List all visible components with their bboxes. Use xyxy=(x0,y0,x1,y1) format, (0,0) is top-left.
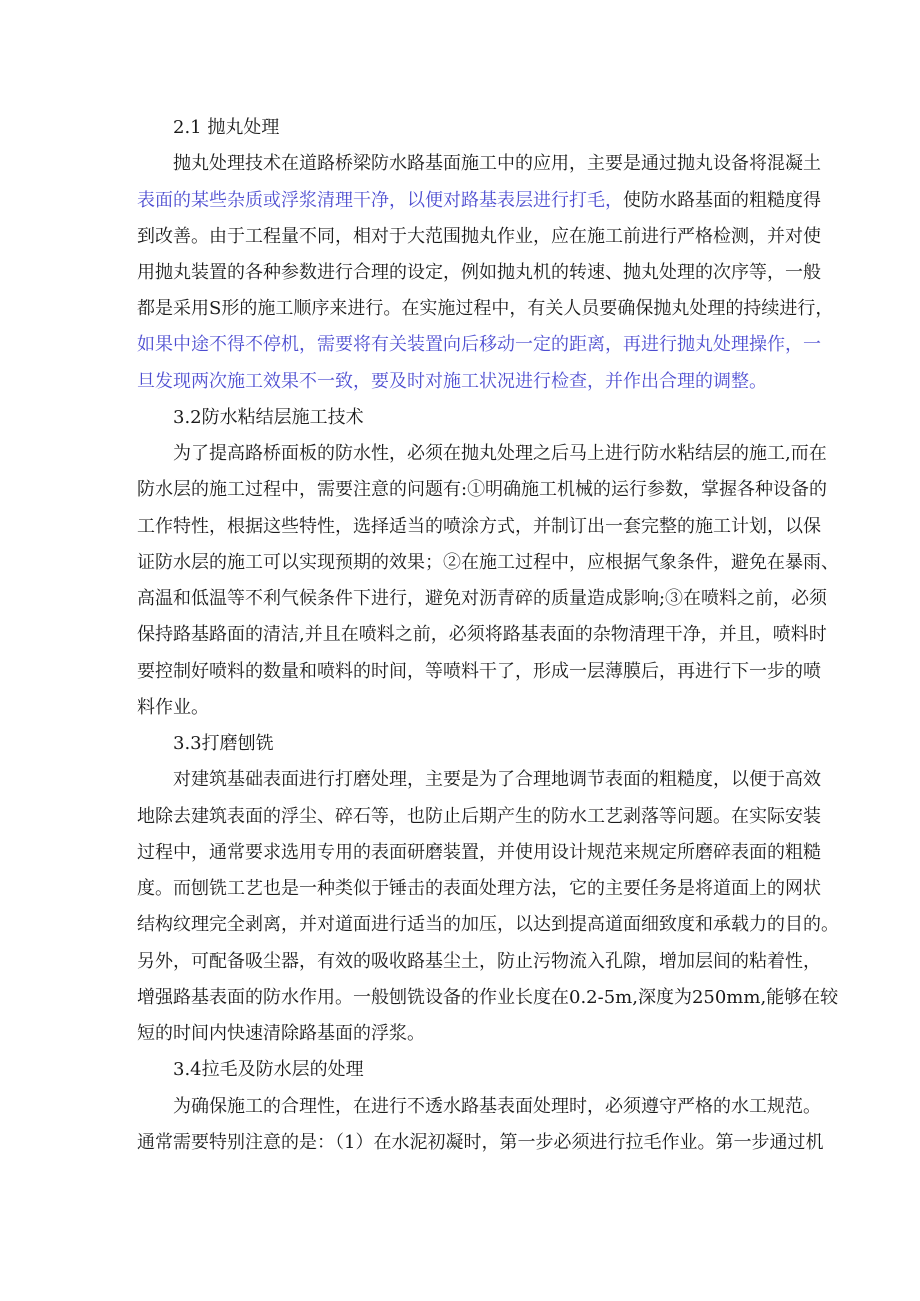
highlighted-paragraph-line: 旦发现两次施工效果不一致，要及时对施工状况进行检查，并作出合理的调整。 xyxy=(137,371,767,392)
highlighted-text: 表面的某些杂质或浮浆清理干净，以便对路基表层进行打毛， xyxy=(137,190,623,211)
paragraph-line: 到改善。由于工程量不同，相对于大范围抛丸作业，应在施工前进行严格检测，并对使 xyxy=(137,226,821,247)
paragraph-line: 过程中，通常要求选用专用的表面研磨装置，并使用设计规范来规定所磨碎表面的粗糙 xyxy=(137,842,821,863)
paragraph-line: 结构纹理完全剥离，并对道面进行适当的加压，以达到提高道面细致度和承载力的目的。 xyxy=(137,914,839,935)
paragraph-line: 防水层的施工过程中，需要注意的问题有:①明确施工机械的运行参数，掌握各种设备的 xyxy=(137,479,828,500)
paragraph-line: 对建筑基础表面进行打磨处理，主要是为了合理地调节表面的粗糙度，以便于高效 xyxy=(173,769,821,790)
paragraph-line: 高温和低温等不利气候条件下进行，避免对沥青碎的质量造成影响;③在喷料之前，必须 xyxy=(137,588,828,609)
paragraph-line: 要控制好喷料的数量和喷料的时间，等喷料干了，形成一层薄膜后，再进行下一步的喷 xyxy=(137,661,821,682)
paragraph-line: 都是采用S形的施工顺序来进行。在实施过程中，有关人员要确保抛丸处理的持续进行， xyxy=(137,298,834,319)
paragraph-text: 使防水路基面的粗糙度得 xyxy=(623,190,821,211)
paragraph-line: 为确保施工的合理性，在进行不透水路基表面处理时，必须遵守严格的水工规范。 xyxy=(173,1096,821,1117)
paragraph-line: 工作特性，根据这些特性，选择适当的喷涂方式，并制订出一套完整的施工计划，以保 xyxy=(137,516,821,537)
paragraph-line: 保持路基路面的清洁,并且在喷料之前，必须将路基表面的杂物清理干净，并且，喷料时 xyxy=(137,624,827,645)
paragraph-line xyxy=(0,183,920,219)
paragraph-line: 地除去建筑表面的浮尘、碎石等，也防止后期产生的防水工艺剥落等问题。在实际安装 xyxy=(137,806,821,827)
highlighted-paragraph-line: 如果中途不得不停机，需要将有关装置向后移动一定的距离，再进行抛丸处理操作，一 xyxy=(137,334,821,355)
section-heading-3-2: 3.2防水粘结层施工技术 xyxy=(173,407,364,428)
section-heading-3-4: 3.4拉毛及防水层的处理 xyxy=(173,1059,364,1080)
paragraph-line: 增强路基表面的防水作用。一般刨铣设备的作业长度在0.2-5m,深度为250mm,能够在较 xyxy=(137,987,839,1008)
paragraph-line: 为了提高路桥面板的防水性，必须在抛丸处理之后马上进行防水粘结层的施工,而在 xyxy=(173,443,827,464)
paragraph-line: 抛丸处理技术在道路桥梁防水路基面施工中的应用，主要是通过抛丸设备将混凝土 xyxy=(173,153,821,174)
paragraph-line: 短的时间内快速清除路基面的浮浆。 xyxy=(137,1023,425,1044)
paragraph-line: 证防水层的施工可以实现预期的效果；②在施工过程中，应根据气象条件，避免在暴雨、 xyxy=(137,552,839,573)
paragraph-line: 用抛丸装置的各种参数进行合理的设定，例如抛丸机的转速、抛丸处理的次序等，一般 xyxy=(137,262,821,283)
paragraph-line: 料作业。 xyxy=(137,697,209,718)
paragraph-line: 另外，可配备吸尘器，有效的吸收路基尘土，防止污物流入孔隙，增加层间的粘着性， xyxy=(137,951,821,972)
paragraph-line: 度。而刨铣工艺也是一种类似于锤击的表面处理方法，它的主要任务是将道面上的网状 xyxy=(137,878,821,899)
paragraph-line: 通常需要特别注意的是：（1）在水泥初凝时，第一步必须进行拉毛作业。第一步通过机 xyxy=(137,1132,824,1153)
section-heading-3-3: 3.3打磨刨铣 xyxy=(173,733,274,754)
section-heading-2-1: 2.1 抛丸处理 xyxy=(173,117,280,138)
